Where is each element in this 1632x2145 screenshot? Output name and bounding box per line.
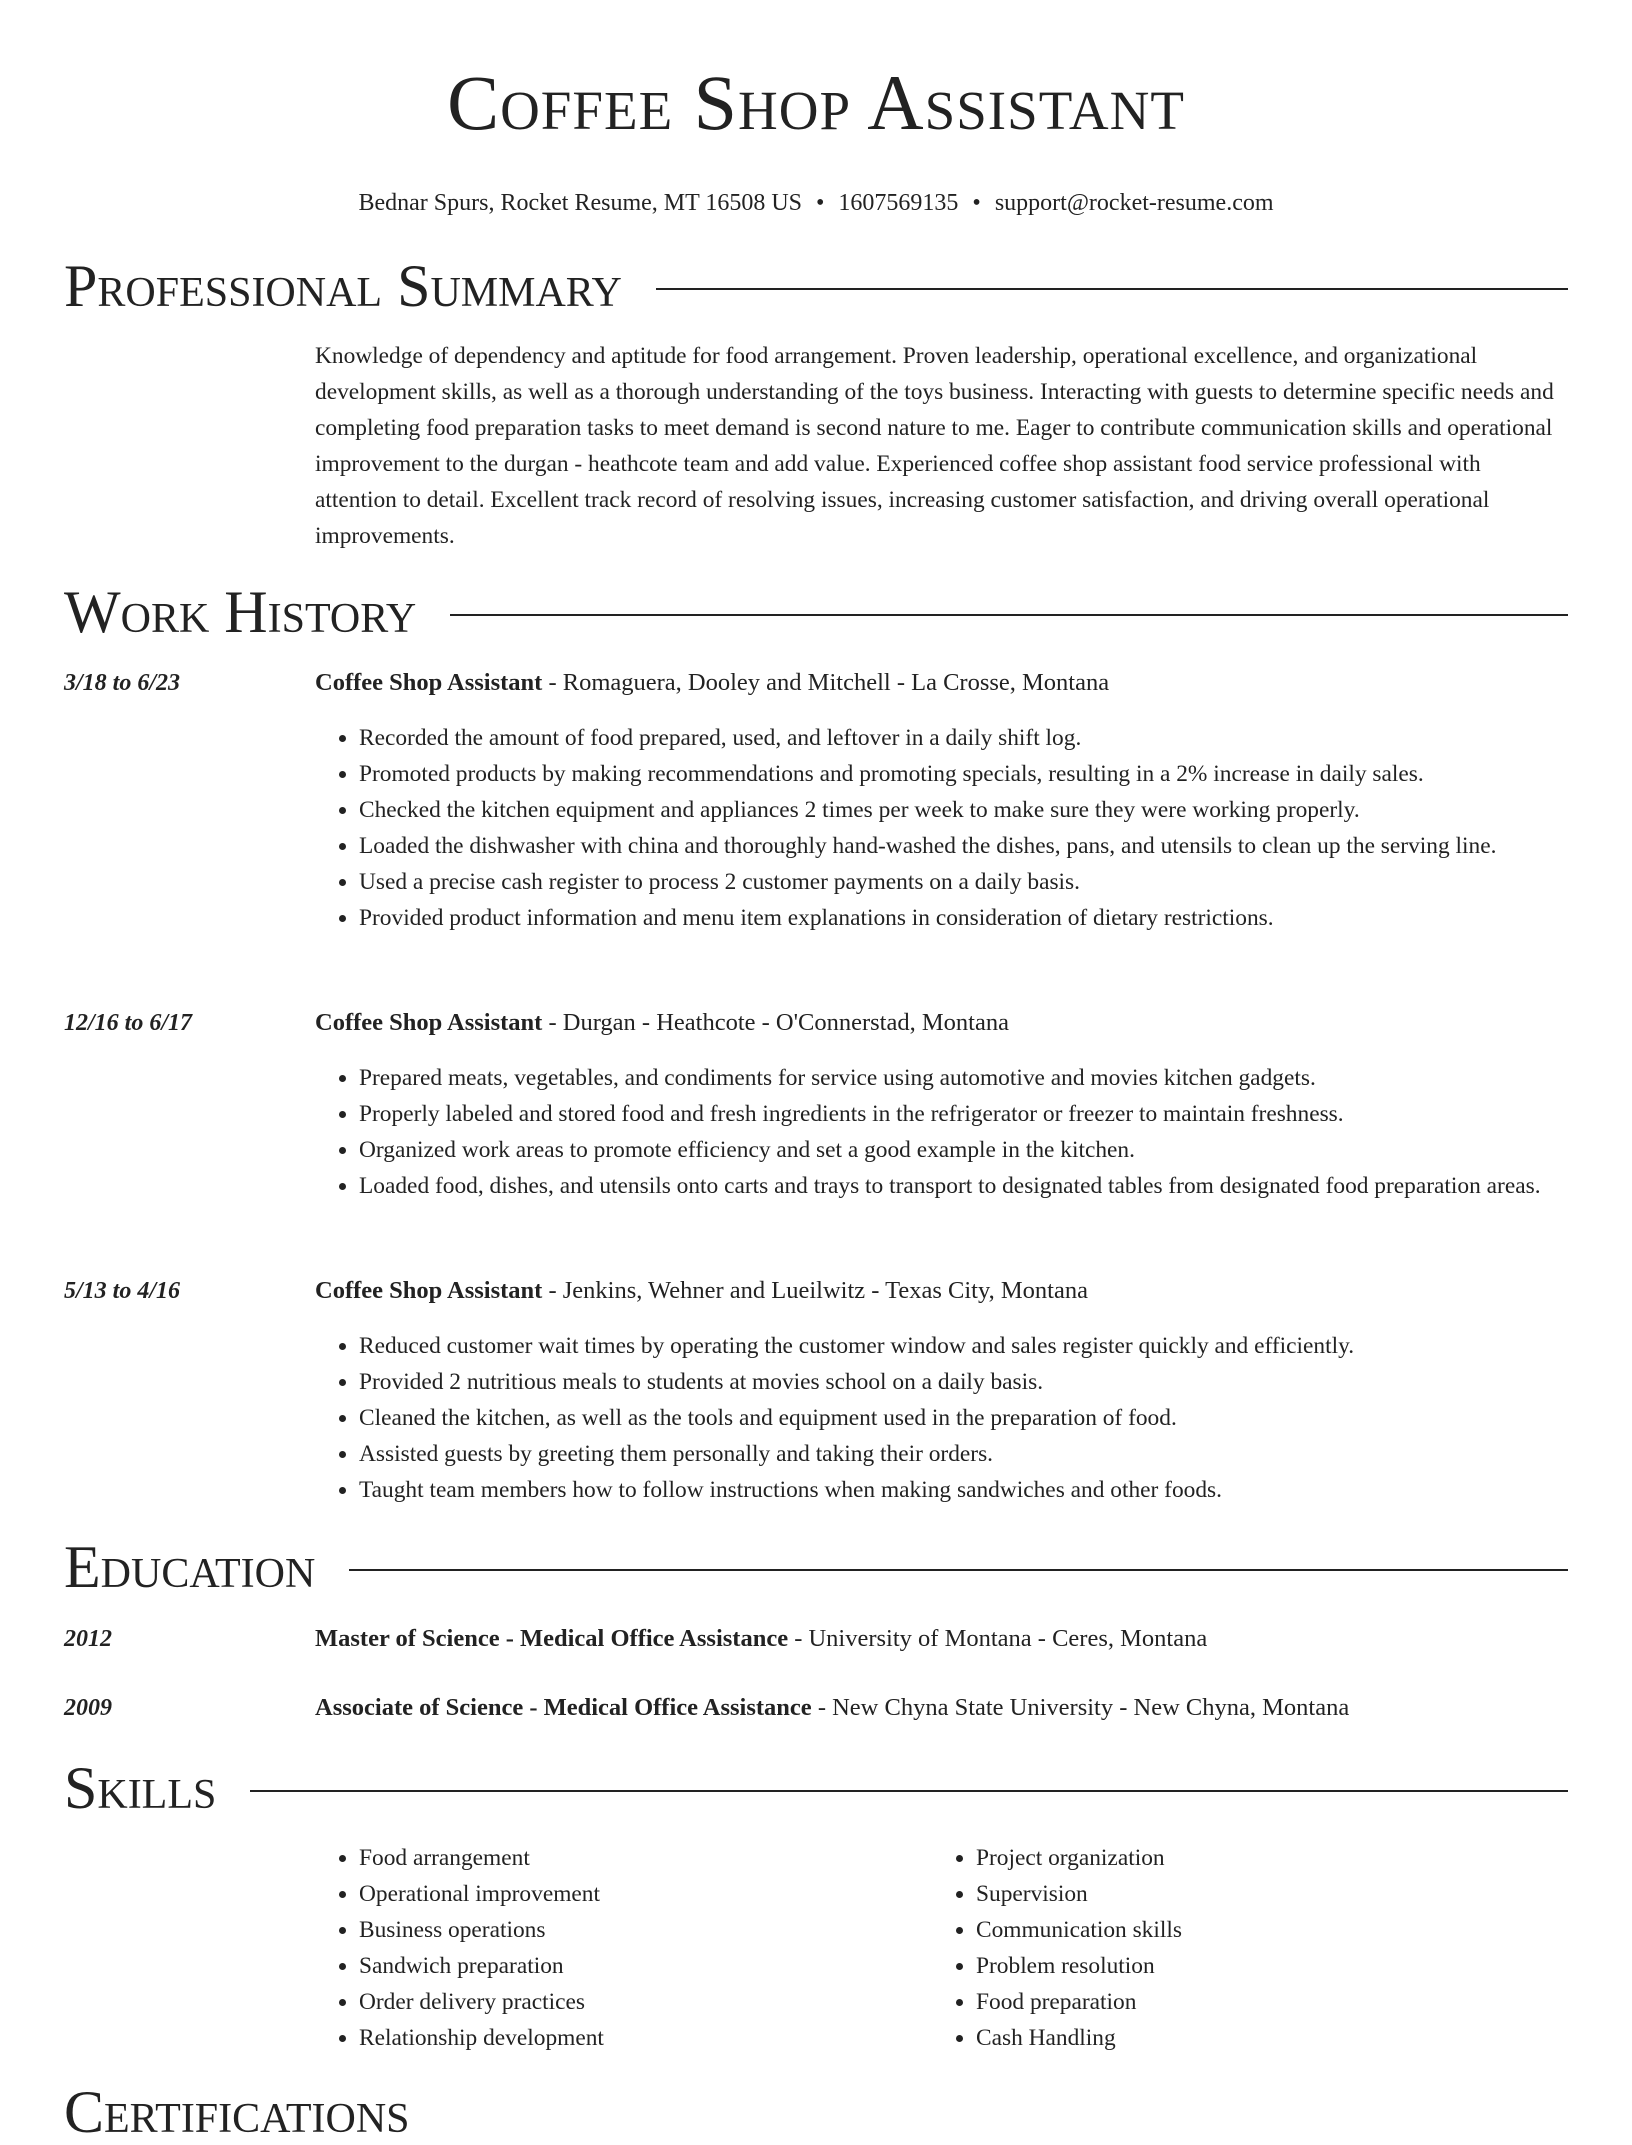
work-bullet: • Provided 2 nutritious meals to students at movies school on a daily basis. (359, 1364, 1568, 1400)
work-title-line (315, 1006, 1009, 1040)
skill-item: • Operational improvement (359, 1876, 604, 1912)
work-employer: - Jenkins, Wehner and Lueilwitz - Texas City, Montana (542, 1277, 1088, 1304)
work-bullet: • Assisted guests by greeting them personally and taking their orders. (359, 1436, 1568, 1472)
skill-item: • Food arrangement (359, 1840, 604, 1876)
work-title-line (315, 1274, 1088, 1308)
work-bullet: • Properly labeled and stored food and fresh ingredients in the refrigerator or freezer to maintain freshness. (359, 1096, 1568, 1132)
education-year: 2012 (64, 1626, 112, 1652)
skill-item: • Food preparation (976, 1984, 1182, 2020)
work-bullet: • Loaded food, dishes, and utensils onto carts and trays to transport to designated tables from designated food preparation areas. (359, 1168, 1568, 1204)
work-bullet: • Prepared meats, vegetables, and condiments for service using automotive and movies kitchen gadgets. (359, 1060, 1568, 1096)
skill-item: • Order delivery practices (359, 1984, 604, 2020)
contact-separator: • (972, 190, 981, 216)
section-divider (250, 1790, 1568, 1792)
section-divider (656, 288, 1568, 290)
work-bullets (315, 1060, 1568, 1204)
work-dates: 5/13 to 4/16 (64, 1278, 181, 1304)
work-bullet: • Provided product information and menu item explanations in consideration of dietary restrictions. (359, 900, 1568, 936)
skills-section-title: Skills (64, 1755, 217, 1821)
work-bullet: • Organized work areas to promote efficiency and set a good example in the kitchen. (359, 1132, 1568, 1168)
education-degree: Master of Science - Medical Office Assistance (315, 1625, 789, 1652)
work-bullets (315, 1328, 1568, 1508)
summary-section-title: Professional Summary (64, 253, 622, 319)
summary-section-header (64, 254, 1568, 318)
education-section-title: Education (64, 1534, 316, 1600)
contact-phone: 1607569135 (838, 190, 959, 216)
work-bullet: • Checked the kitchen equipment and appliances 2 times per week to make sure they were working properly. (359, 792, 1568, 828)
skill-item: • Business operations (359, 1912, 604, 1948)
work-employer: - Durgan - Heathcote - O'Connerstad, Montana (542, 1009, 1009, 1036)
contact-separator: • (816, 190, 825, 216)
work-section-title: Work History (64, 579, 417, 645)
contact-line (64, 188, 1568, 218)
work-bullet: • Used a precise cash register to process 2 customer payments on a daily basis. (359, 864, 1568, 900)
skill-item: • Cash Handling (976, 2020, 1182, 2056)
work-bullet: • Cleaned the kitchen, as well as the tools and equipment used in the preparation of food. (359, 1400, 1568, 1436)
section-divider (349, 1569, 1568, 1571)
work-role: Coffee Shop Assistant (315, 669, 543, 696)
skills-column-right (932, 1840, 1182, 2056)
education-title-line (315, 1622, 1207, 1656)
work-bullet: • Reduced customer wait times by operating the customer window and sales register quickly and efficiently. (359, 1328, 1568, 1364)
work-bullets (315, 720, 1568, 936)
work-bullet: • Taught team members how to follow instructions when making sandwiches and other foods. (359, 1472, 1568, 1508)
skills-section-header (64, 1756, 1568, 1820)
resume-page (64, 0, 1568, 2145)
skill-item: • Project organization (976, 1840, 1182, 1876)
work-role: Coffee Shop Assistant (315, 1009, 543, 1036)
education-degree: Associate of Science - Medical Office Assistance (315, 1694, 812, 1721)
certifications-section-title: Certifications (64, 2079, 410, 2145)
summary-text: Knowledge of dependency and aptitude for food arrangement. Proven leadership, operational excellence, and organizational development skills, as well as a thorough understanding of the toys business. Interacting with guests to determine specific needs and completing food preparation tasks to meet demand is second nature to me. Eager to contribute communication skills and operational improvement to the durgan - heathcote team and add value. Experienced coffee shop assistant food service professional with attention to detail. Excellent track record of resolving issues, increasing customer satisfaction, and driving overall operational improvements. (315, 343, 1554, 549)
work-employer: - Romaguera, Dooley and Mitchell - La Crosse, Montana (542, 669, 1110, 696)
contact-email: support@rocket-resume.com (994, 190, 1274, 216)
education-year: 2009 (64, 1695, 112, 1721)
skill-item: • Communication skills (976, 1912, 1182, 1948)
skill-item: • Sandwich preparation (359, 1948, 604, 1984)
certifications-section-header (64, 2080, 1568, 2144)
education-title-line (315, 1691, 1349, 1725)
work-title-line (315, 666, 1109, 700)
education-school: - New Chyna State University - New Chyna, Montana (811, 1694, 1350, 1721)
candidate-name: Coffee Shop Assistant (447, 59, 1185, 146)
skills-column-left (315, 1840, 604, 2056)
work-bullet: • Recorded the amount of food prepared, used, and leftover in a daily shift log. (359, 720, 1568, 756)
work-dates: 12/16 to 6/17 (64, 1010, 193, 1036)
skill-item: • Relationship development (359, 2020, 604, 2056)
contact-address: Bednar Spurs, Rocket Resume, MT 16508 US (358, 190, 803, 216)
skill-item: • Problem resolution (976, 1948, 1182, 1984)
education-school: - University of Montana - Ceres, Montana (788, 1625, 1208, 1652)
work-role: Coffee Shop Assistant (315, 1277, 543, 1304)
work-bullet: • Loaded the dishwasher with china and thoroughly hand-washed the dishes, pans, and utensils to clean up the serving line. (359, 828, 1568, 864)
section-divider (450, 614, 1568, 616)
work-bullet: • Promoted products by making recommendations and promoting specials, resulting in a 2% increase in daily sales. (359, 756, 1568, 792)
work-dates: 3/18 to 6/23 (64, 670, 181, 696)
education-section-header (64, 1535, 1568, 1599)
skill-item: • Supervision (976, 1876, 1182, 1912)
work-section-header (64, 580, 1568, 644)
